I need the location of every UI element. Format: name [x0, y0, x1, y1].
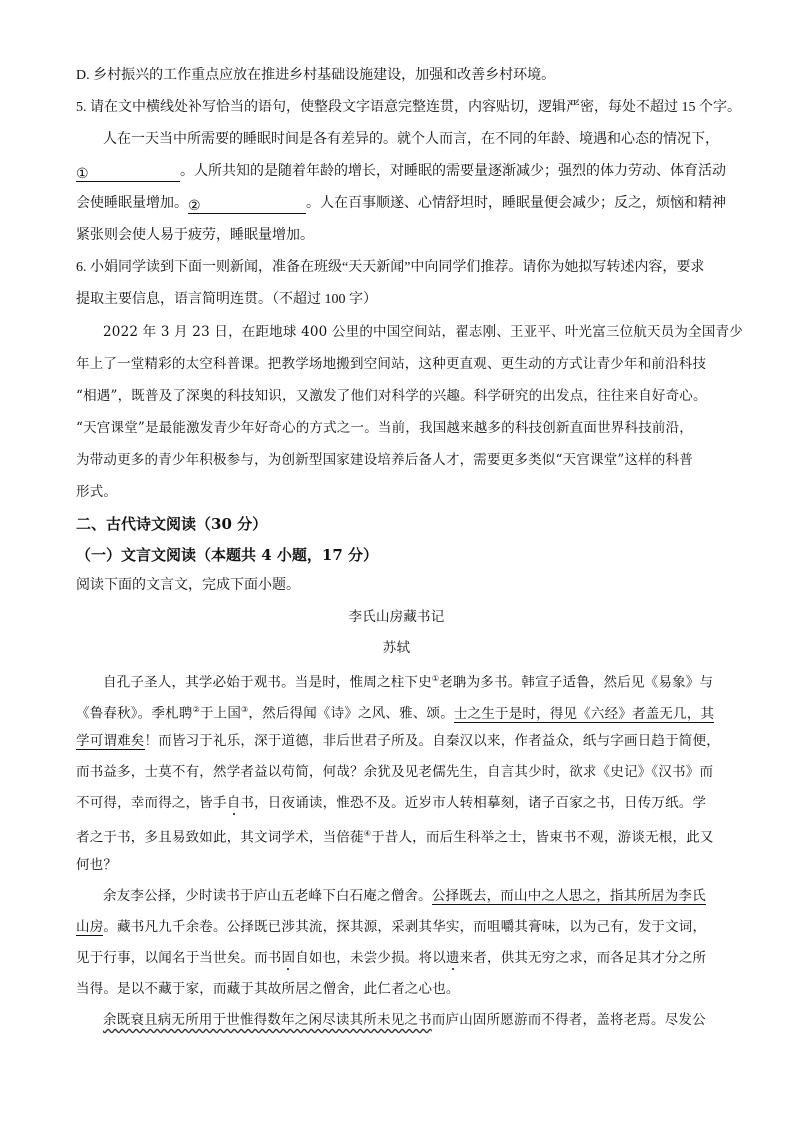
passage-line	[103, 1010, 706, 1030]
text-run: 自孔子圣人，其学必始于观书。当是时，惟周之柱下史	[103, 674, 432, 691]
q5-line-3-start: 会使睡眠量增加。	[76, 196, 188, 211]
passage-line	[76, 824, 714, 848]
text-run: 于昔人，而后生科举之士，皆束书不观，游谈无根，此又	[371, 829, 714, 846]
passage-line	[76, 917, 706, 937]
blank-2-label: ②	[188, 199, 201, 214]
news-line: 2022 年 3 月 23 日，在距地球 400 公里的中国空间站，翟志刚、王亚平、叶光富三位航天员为全国青少	[103, 324, 743, 340]
q5-prompt: 5. 请在文中横线处补写恰当的语句，使整段文字语意完整连贯，内容贴切，逻辑严密，每处不超过 15 个字。	[76, 100, 741, 115]
footnote-marker[interactable]: ②	[192, 705, 200, 714]
passage-line: 何也？	[76, 857, 118, 873]
passage-line	[103, 669, 713, 693]
section-subtitle: （一）文言文阅读（本题共 4 小题，17 分）	[76, 546, 378, 564]
text-run: 。藏书凡九千余卷。公择既已涉其流，探其源，采剥其华实，而咀嚼其膏味，以为己有，发于文词，	[103, 919, 707, 935]
underlined-sentence: 公择既去，而山中之人思之，指其所居为李氏	[431, 888, 706, 904]
underlined-sentence: 士之生于是时，得见《六经》者盖无几，其	[453, 705, 715, 722]
q5-line-2	[76, 162, 726, 182]
q4-option-d: D. 乡村振兴的工作重点应放在推进乡村基础设施建设，加强和改善乡村环境。	[76, 68, 556, 83]
text-run: 书，日夜诵读，惟恐不及。近岁市人转相摹刻，诸子百家之书，日传万纸。学	[240, 795, 707, 811]
news-line: 年上了一堂精彩的太空科普课。把教学场地搬到空间站，这种更直观、更生动的方式让青少年和前沿科技	[76, 356, 707, 372]
answer-blank-2[interactable]	[188, 197, 306, 214]
text-run: 者之于书，多且易致如此，其文词学术，当倍蓰	[76, 829, 364, 846]
passage-line	[103, 886, 706, 906]
text-run: 老聃为多书。韩宣子适鲁，然后见《易象》与	[439, 674, 714, 691]
passage-line	[76, 793, 706, 813]
q5-line-1: 人在一天当中所需要的睡眠时间是各有差异的。就个人而言，在不同的年龄、境遇和心态的情况下，	[103, 132, 719, 147]
passage-line	[76, 700, 714, 724]
passage-author: 苏轼	[382, 640, 411, 656]
text-run: 《鲁春秋》。季札聘	[76, 705, 193, 722]
text-run: 不可得，幸而得之，皆手	[76, 795, 227, 811]
news-line: “相遇”，既普及了深奥的科技知识，又激发了他们对科学的兴趣。科学研究的出发点，往往来自好奇心。	[76, 388, 707, 404]
reading-instruction: 阅读下面的文言文，完成下面小题。	[76, 578, 300, 593]
q6-prompt-1: 6. 小娟同学读到下面一则新闻，准备在班级“天天新闻”中向同学们推荐。请你为她拟写转述内容，要求	[76, 260, 705, 275]
text-run: 于上国	[199, 705, 242, 722]
dotted-character: 遗	[445, 950, 460, 966]
footnote-marker[interactable]: ①	[431, 674, 440, 683]
q5-line-3	[76, 194, 726, 214]
text-run: 见于行事，以闻名于当世矣。而书	[76, 950, 282, 966]
wavy-underlined-sentence: 余既衰且病无所用于世惟得数年之闲尽读其所未见之书	[103, 1012, 432, 1028]
passage-line: 而书益多，士莫不有，然学者益以苟简，何哉？余犹及见老儒先生，自言其少时，欲求《史记》《汉书》而	[76, 764, 714, 780]
dotted-character: 固	[281, 950, 296, 966]
footnote-marker[interactable]: ④	[363, 829, 372, 838]
text-run: 来者，供其无穷之求，而各足其才分之所	[459, 950, 707, 966]
answer-blank-1[interactable]	[76, 165, 180, 182]
q5-line-4: 紧张则会使人易于疲劳，睡眠量增加。	[76, 228, 314, 243]
underlined-sentence: 山房	[76, 919, 104, 935]
q5-line-2-text: 。人所共知的是随着年龄的增长，对睡眠的需要量逐渐减少；强烈的体力劳动、体育活动	[180, 164, 726, 179]
news-line: 形式。	[76, 484, 118, 500]
text-run: 余友李公择，少时读书于庐山五老峰下白石庵之僧舍。	[103, 888, 432, 904]
passage-title: 李氏山房藏书记	[348, 609, 445, 625]
text-run: ！而皆习于礼乐，深于道德，非后世君子所及。自秦汉以来，作者益众，纸与字画日趋于简便，	[144, 733, 720, 749]
underlined-sentence: 学可谓难矣	[76, 733, 145, 749]
news-line: “天宫课堂”是最能激发青少年好奇心的方式之一。当前，我国越来越多的科技创新直面世界科技前沿，	[76, 420, 694, 436]
text-run: ，然后得闻《诗》之风、雅、颂。	[248, 705, 454, 722]
blank-1-label: ①	[76, 167, 89, 182]
footnote-marker[interactable]: ③	[241, 705, 249, 714]
q6-prompt-2: 提取主要信息，语言简明连贯。（不超过 100 字）	[76, 292, 377, 307]
news-line: 为带动更多的青少年积极参与，为创新型国家建设培养后备人才，需要更多类似“天宫课堂”这样的科普	[76, 452, 694, 468]
passage-line: 当得。是以不藏于家，而藏于其故所居之僧舍，此仁者之心也。	[76, 981, 460, 997]
passage-line	[76, 731, 720, 751]
text-run: 自如也，未尝少损。将以	[295, 950, 446, 966]
dotted-character: 自	[226, 795, 241, 811]
section-title: 二、古代诗文阅读（30 分）	[76, 515, 268, 533]
text-run: 而庐山固所愿游而不得者，盖将老焉。尽发公	[431, 1012, 706, 1028]
q5-line-3-rest: 。人在百事顺遂、心情舒坦时，睡眠量便会减少；反之，烦恼和精神	[306, 196, 726, 211]
passage-line	[76, 948, 706, 968]
